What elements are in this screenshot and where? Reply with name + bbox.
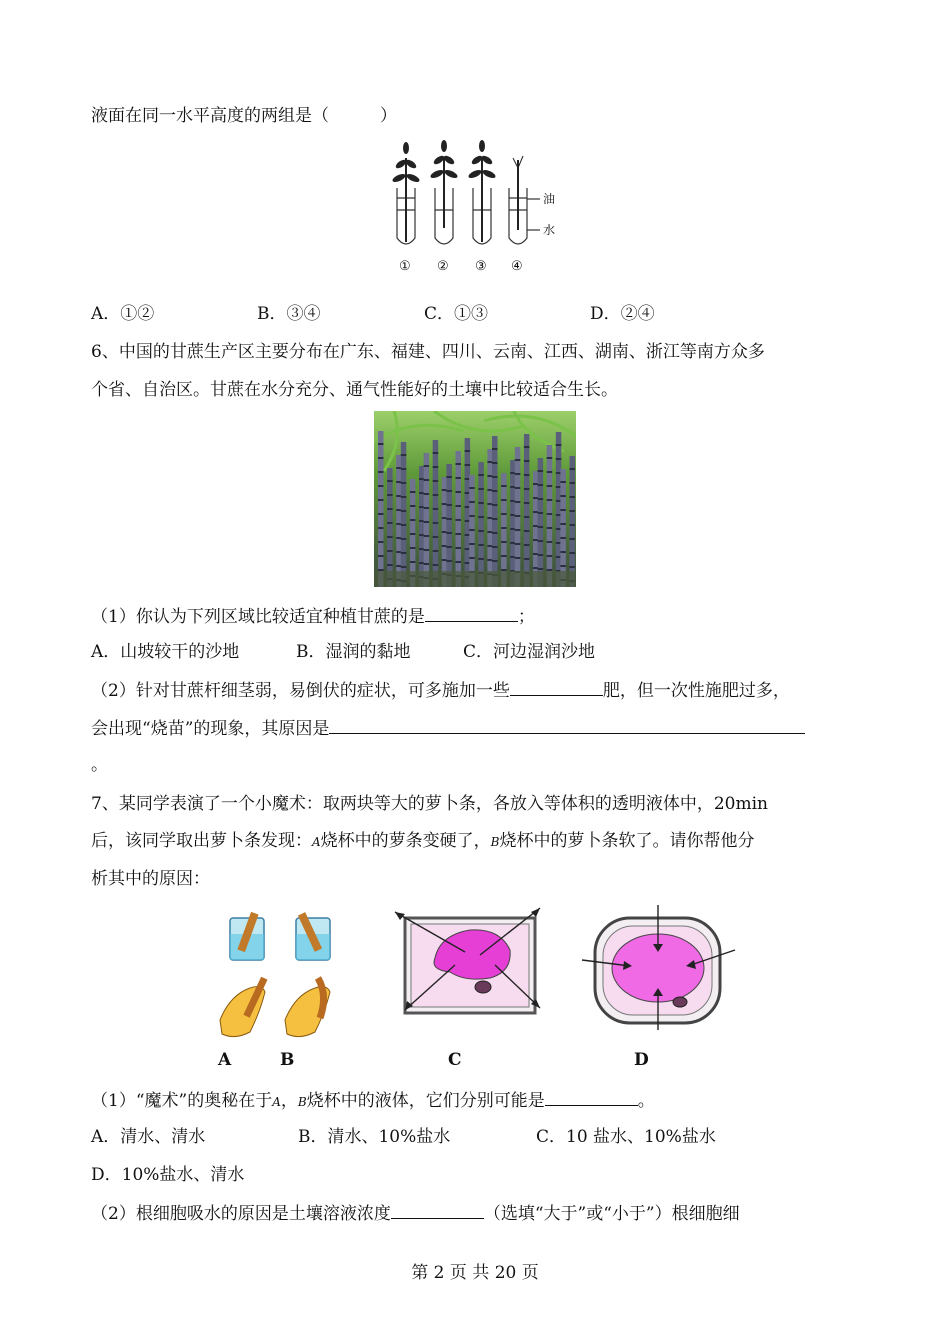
test-tubes-figure: [385, 138, 565, 278]
q6-sub2-line2: 会出现“烧苗”的现象，其原因是: [91, 715, 805, 741]
q5-stem: 液面在同一水平高度的两组是（ ）: [91, 106, 397, 126]
sugarcane-stalk: [446, 464, 452, 587]
q7-stem-line3: 析其中的原因：: [91, 869, 210, 889]
answer-blank[interactable]: [425, 603, 518, 622]
q5-option-c: C．①③: [424, 304, 489, 324]
q7-stem-line2: 后，该同学取出萝卜条发现：A烧杯中的萝条变硬了，B烧杯中的萝卜条软了。请你帮他分: [91, 831, 755, 851]
page-footer: 第 2 页 共 20 页: [411, 1263, 539, 1283]
sugarcane-stalk: [478, 462, 484, 587]
answer-blank[interactable]: [510, 677, 603, 696]
q6-sub1: （1）你认为下列区域比较适宜种植甘蔗的是 ；: [91, 603, 535, 629]
q7-sub1-option-b: B．清水、10%盐水: [298, 1127, 451, 1147]
tube-number: ①: [399, 259, 411, 274]
answer-blank[interactable]: [391, 1200, 484, 1219]
q6-sub1-option-b: B．湿润的黏地: [296, 642, 411, 662]
beaker-a: [230, 912, 264, 960]
answer-blank[interactable]: [329, 715, 805, 734]
figure-label-a: A: [218, 1050, 232, 1070]
q6-sub2-line1: （2）针对甘蔗杆细茎弱，易倒伏的症状，可多施加一些 肥，但一次性施肥过多，: [91, 677, 790, 703]
tube-number: ④: [511, 259, 523, 274]
sugarcane-stalk: [492, 436, 498, 587]
sugarcane-photo: [374, 411, 576, 587]
q7-sub1-option-a: A．清水、清水: [91, 1127, 206, 1147]
q7-sub1: （1）“魔术”的奥秘在于A，B烧杯中的液体，它们分别可能是 。: [91, 1087, 655, 1114]
figure-label-d: D: [634, 1050, 649, 1070]
tube-number: ③: [475, 259, 487, 274]
figure-label-c: C: [448, 1050, 462, 1070]
sugarcane-stalk: [387, 468, 393, 587]
osmosis-figure: [210, 900, 750, 1072]
cell-d: [582, 905, 735, 1030]
q7-sub2: （2）根细胞吸水的原因是土壤溶液浓度 （选填“大于”或“小于”）根细胞细: [91, 1200, 740, 1226]
q6-sub1-option-a: A．山坡较干的沙地: [91, 642, 240, 662]
q5-option-a: A．①②: [91, 304, 155, 324]
sugarcane-stalk: [538, 458, 544, 587]
figure-label-b: B: [280, 1050, 295, 1070]
sugarcane-stalk: [547, 445, 553, 587]
q7-sub1-option-c: C．10 盐水、10%盐水: [536, 1127, 716, 1147]
q5-option-b: B．③④: [257, 304, 321, 324]
hand-b: [285, 978, 330, 1037]
q6-sub2-line3: 。: [91, 755, 108, 775]
oil-label: 油: [543, 192, 556, 206]
cell-c: [395, 908, 540, 1013]
sugarcane-stalk: [560, 469, 566, 587]
sugarcane-stalk: [424, 453, 430, 587]
sugarcane-stalk: [378, 431, 384, 587]
beaker-b: [296, 912, 330, 960]
q7-sub1-option-d: D．10%盐水、清水: [91, 1165, 245, 1185]
q6-stem-line2: 个省、自治区。甘蔗在水分充分、通气性能好的土壤中比较适合生长。: [91, 380, 618, 400]
q6-stem-line1: 6、中国的甘蔗生产区主要分布在广东、福建、四川、云南、江西、湖南、浙江等南方众多: [91, 342, 765, 362]
answer-blank[interactable]: [545, 1087, 638, 1106]
sugarcane-stalk: [524, 434, 530, 587]
sugarcane-stalk: [401, 442, 407, 587]
tube-number: ②: [437, 259, 449, 274]
water-label: 水: [543, 223, 556, 237]
q5-option-d: D．②④: [590, 304, 655, 324]
q7-stem-line1: 7、某同学表演了一个小魔术：取两块等大的萝卜条，各放入等体积的透明液体中，20min: [91, 794, 768, 814]
q6-sub1-option-c: C．河边湿润沙地: [463, 642, 596, 662]
hand-a: [220, 977, 268, 1037]
